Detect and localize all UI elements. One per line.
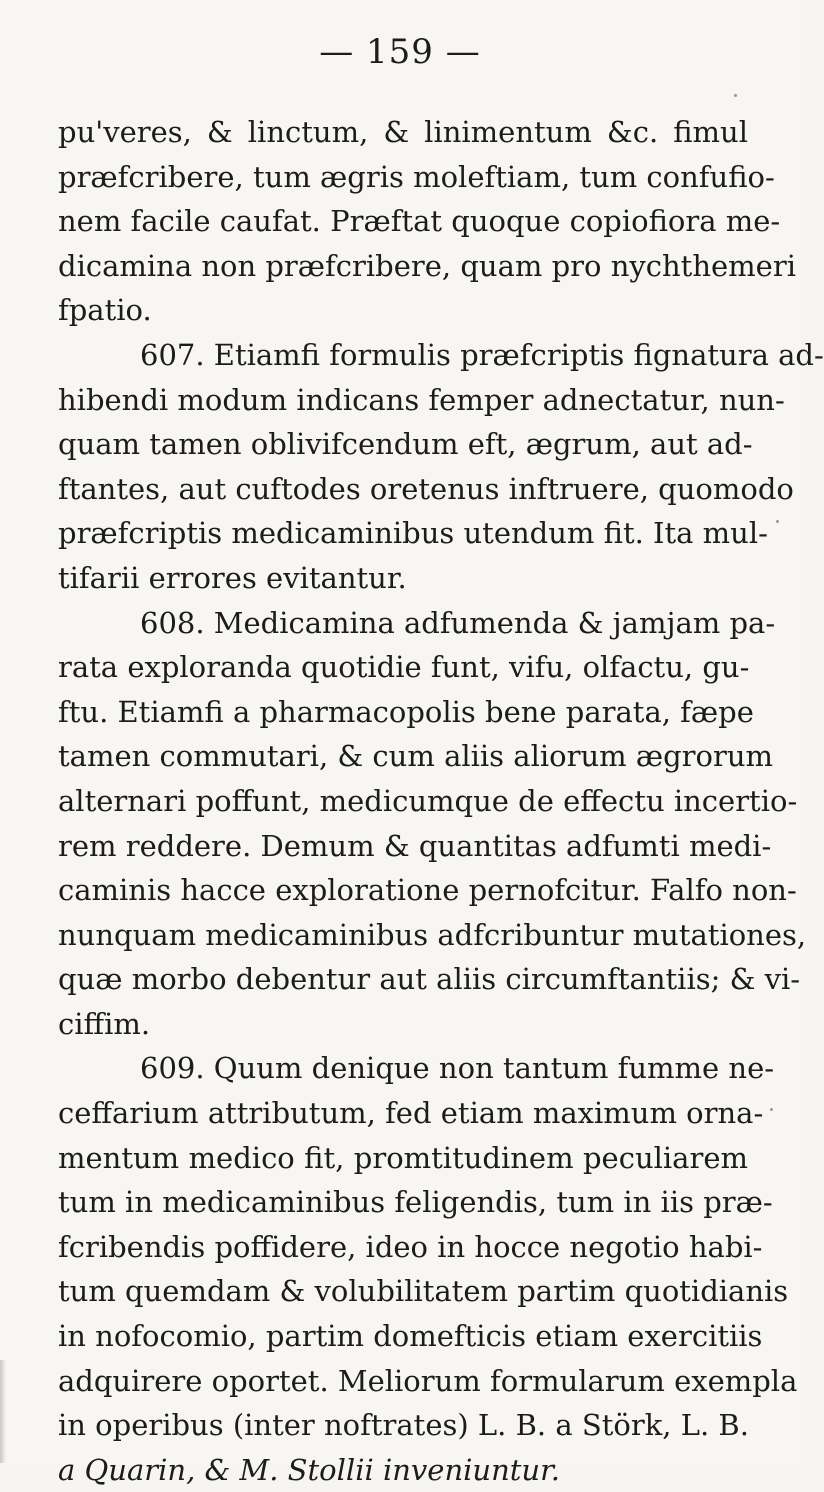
paragraph-607-start: 607. Etiamfi formulis præfcriptis fignatura ad- xyxy=(140,337,824,372)
text-line: adquirere oportet. Meliorum formularum exempla xyxy=(58,1363,798,1398)
text-line: tum in medicaminibus feligendis, tum in iis præ- xyxy=(58,1185,773,1220)
page-number: — 159 — xyxy=(319,32,481,72)
paper-speck xyxy=(734,94,737,97)
text-line: præfcriptis medicaminibus utendum fit. Ita mul- xyxy=(58,516,768,551)
paper-speck xyxy=(776,520,779,523)
text-line: ftantes, aut cuftodes oretenus inftruere, quomodo xyxy=(58,471,794,506)
text-line: tamen commutari, & cum aliis aliorum ægrorum xyxy=(58,739,774,774)
text-line: rem reddere. Demum & quantitas adfumti medi- xyxy=(58,828,772,863)
text-line: ftu. Etiamfi a pharmacopolis bene parata, fæpe xyxy=(58,694,754,729)
text-line: rata exploranda quotidie funt, vifu, olfactu, gu- xyxy=(58,650,750,685)
text-line: præfcribere, tum ægris moleftiam, tum confufio- xyxy=(58,159,775,194)
text-line: a Quarin, & M. Stollii inveniuntur. xyxy=(58,1452,560,1487)
text-line: mentum medico fit, promtitudinem peculiarem xyxy=(58,1140,748,1175)
text-line: alternari poffunt, medicumque de effectu incertio- xyxy=(58,783,798,818)
page-edge-shadow xyxy=(0,1360,6,1463)
text-line: in nofocomio, partim domefticis etiam exercitiis xyxy=(58,1319,763,1354)
text-line: tifarii errores evitantur. xyxy=(58,560,407,595)
paragraph-609-start: 609. Quum denique non tantum fumme ne- xyxy=(140,1051,775,1086)
text-line: caminis hacce exploratione pernofcitur. Falfo non- xyxy=(58,873,797,908)
text-line: ciffim. xyxy=(58,1006,151,1041)
paragraph-608-start: 608. Medicamina adfumenda & jamjam pa- xyxy=(140,605,776,640)
text-line: quæ morbo debentur aut aliis circumftantiis; & vi- xyxy=(58,962,801,997)
text-line: quam tamen oblivifcendum eft, ægrum, aut ad- xyxy=(58,427,753,462)
text-line: pu'veres, & linctum, & linimentum &c. fimul xyxy=(58,115,748,149)
text-line: ceffarium attributum, fed etiam maximum orna- xyxy=(58,1096,764,1131)
text-line: nem facile caufat. Præftat quoque copiofiora me- xyxy=(58,204,781,239)
text-line: in operibus (inter noftrates) L. B. a Störk, L. B. xyxy=(58,1408,749,1443)
text-line: nunquam medicaminibus adfcribuntur mutationes, xyxy=(58,917,807,952)
text-line: fcribendis poffidere, ideo in hocce negotio habi- xyxy=(58,1229,763,1264)
text-line: dicamina non præfcribere, quam pro nychthemeri xyxy=(58,248,796,283)
text-line: fpatio. xyxy=(58,293,152,328)
text-line: hibendi modum indicans femper adnectatur, nun- xyxy=(58,382,785,417)
text-line: tum quemdam & volubilitatem partim quotidianis xyxy=(58,1274,789,1309)
paper-speck xyxy=(770,1108,773,1111)
body-text xyxy=(58,110,824,1492)
